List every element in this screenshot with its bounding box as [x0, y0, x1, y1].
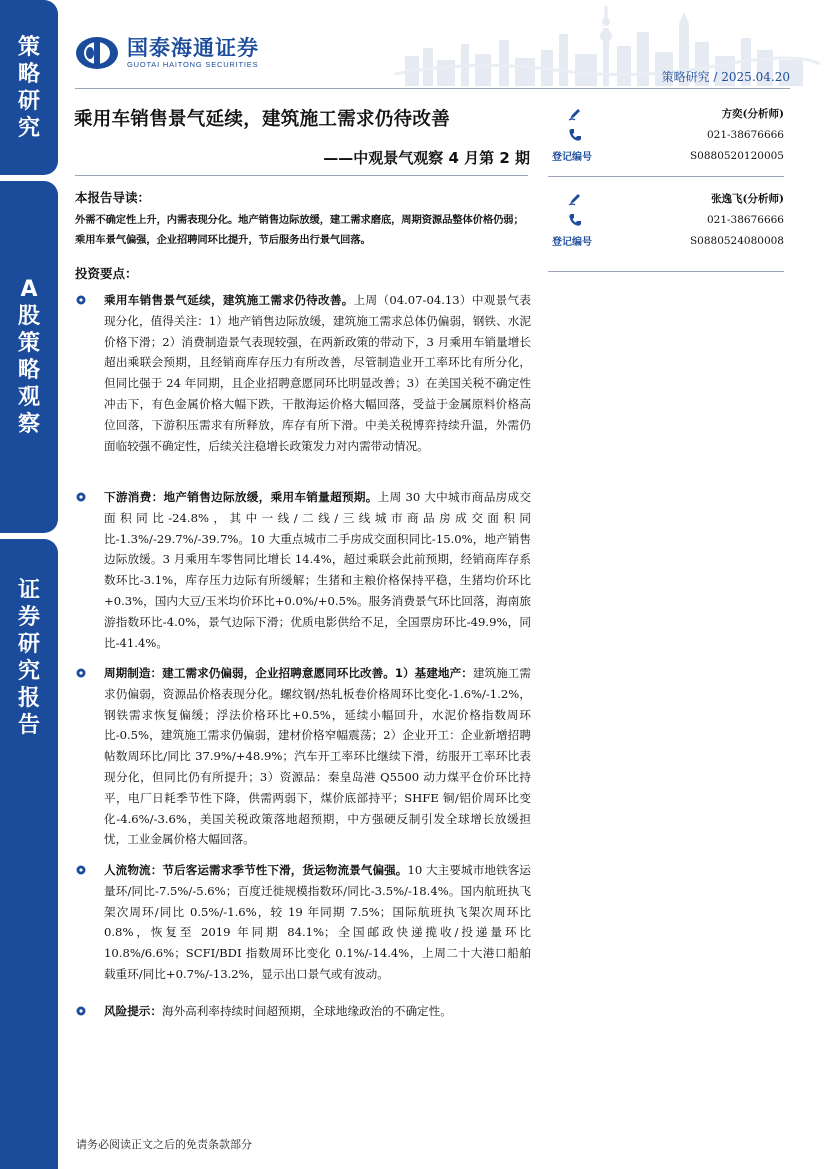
- title-divider: [75, 175, 528, 176]
- bullet-icon: [76, 1006, 86, 1016]
- side-block-category: 策 略 研 究: [0, 0, 58, 175]
- bullet-text: 建筑施工需求仍偏弱，资源品价格表现分化。螺纹钢/热轧板卷价格周环比变化-1.6%/-1.2%，钢铁需求恢复偏缓；浮法价格环比+0.5%，延续小幅回升，水泥价格指数周环比-0.5%，建筑施工需求仍偏弱，建材价格窄幅震荡；2）企业开工：企业新增招聘帖数周环比/同比 37.9%/+48.9%；汽车开工率环比继续下滑，纺服开工率环比表现分化，但同比仍有所提升；3）资源品：秦皇岛港 Q5500 动力煤平仓价环比持平，电厂日耗季节性下降，供需两弱下，煤价底部持平；SHFE 铜/铝价周环比变化-4.6%/-3.6%，美国关税政策落地超预期，中方强硬反制引发全球增长放缓担忧，工业金属价格大幅回落。: [104, 666, 531, 847]
- company-logo: [75, 36, 259, 70]
- registration-label: 登记编号: [552, 237, 592, 248]
- registration-number: S0880520120005: [689, 149, 784, 162]
- analyst-phone: 021-38676666: [706, 213, 784, 226]
- analyst-phone: 021-38676666: [706, 128, 784, 141]
- side-band: [0, 0, 58, 1169]
- investment-heading: 投资要点：: [75, 266, 138, 281]
- bullet-heading: 下游消费：地产销售边际放缓，乘用车销量超预期。: [104, 490, 378, 504]
- bullet-heading: 乘用车销售景气延续，建筑施工需求仍待改善。: [104, 293, 354, 307]
- side-block-report-type: 证 券 研 究 报 告: [0, 539, 58, 1169]
- bullet-icon: [76, 668, 86, 678]
- bullet-point-1: [76, 290, 531, 456]
- bullet-point-2: [76, 487, 531, 653]
- registration-number: S0880524080008: [689, 234, 784, 247]
- bullet-text: 海外高利率持续时间超预期，全球地缘政治的不确定性。: [161, 1004, 452, 1018]
- analyst-card-1: [548, 105, 784, 164]
- phone-icon: [568, 128, 582, 142]
- bullet-icon: [76, 492, 86, 502]
- analyst-name: 张逸飞(分析师): [711, 193, 784, 205]
- phone-icon: [568, 213, 582, 227]
- pen-icon: [568, 107, 582, 121]
- bullet-icon: [76, 295, 86, 305]
- bullet-heading: 风险提示：: [104, 1004, 162, 1018]
- bullet-text: 10 大主要城市地铁客运量环/同比-7.5%/-5.6%；百度迁徙规模指数环/同比-3.5%/-18.4%。国内航班执飞架次周环/同比 0.5%/-1.6%，较 19 年同期 7.5%；国际航班执飞架次周环比 0.8%，恢复至 2019 年同期 84.1%；全国邮政快递揽收/投递量环比 10.8%/6.6%；SCFI/BDI 指数周环比变化 0.1%/-14.4%，上周二十大港口船舶载重环/同比+0.7%/-13.2%，显示出口景气或有波动。: [104, 863, 531, 981]
- analyst-card-2: [548, 190, 784, 249]
- logo-mark-icon: [75, 36, 119, 70]
- guide-heading: 本报告导读：: [75, 190, 151, 205]
- logo-text-cn: 国泰海通证券: [127, 36, 259, 60]
- analyst-divider: [548, 176, 784, 177]
- pen-icon: [568, 192, 582, 206]
- bullet-heading: 周期制造：建工需求仍偏弱，企业招聘意愿同环比改善。1）基建地产：: [104, 666, 473, 680]
- report-title: 乘用车销售景气延续，建筑施工需求仍待改善: [74, 109, 451, 130]
- bullet-icon: [76, 865, 86, 875]
- bullet-point-4: [76, 860, 531, 985]
- analyst-name: 方奕(分析师): [721, 108, 784, 120]
- header-divider: [75, 88, 790, 89]
- report-subtitle: ——中观景气观察 4 月第 2 期: [323, 149, 530, 167]
- bullet-heading: 人流物流：节后客运需求季节性下滑，货运物流景气偏强。: [104, 863, 408, 877]
- analyst-divider: [548, 271, 784, 272]
- logo-text-en: GUOTAI HAITONG SECURITIES: [127, 60, 259, 69]
- guide-text: 外需不确定性上升，内需表现分化。地产销售边际放缓，建工需求磨底，周期资源品整体价格仍弱；乘用车景气偏强，企业招聘同环比提升，节后服务出行景气回落。: [75, 214, 524, 246]
- disclaimer-footer: 请务必阅读正文之后的免责条款部分: [76, 1138, 252, 1151]
- side-block-series: A 股 策 略 观 察: [0, 181, 58, 533]
- registration-label: 登记编号: [552, 152, 592, 163]
- bullet-text: 上周（04.07-04.13）中观景气表现分化，值得关注：1）地产销售边际放缓，建筑施工需求总体仍偏弱，钢铁、水泥价格下滑；2）消费制造景气表现较强，在两新政策的带动下，3 月乘用车销量增长超出乘联会预期，且经销商库存压力有所改善，尽管制造业开工率环比有所分化，但同比强于 24 年同期，且企业招聘意愿同环比明显改善；3）在美国关税不确定性冲击下，有色金属价格大幅下跌，干散海运价格大幅回落，受益于金属原料价格高位回落，下游积压需求有所释放，库存有所下滑。中美关税博弈持续升温，外需仍面临较强不确定性，后续关注稳增长政策发力对内需带动情况。: [104, 293, 531, 453]
- bullet-text: 上周 30 大中城市商品房成交面积同比-24.8%，其中一线/二线/三线城市商品房成交面积同比-1.3%/-29.7%/-39.7%。10 大重点城市二手房成交面积同比-15.0%，地产销售边际放缓。3 月乘用车零售同比增长 14.4%，超过乘联会此前预期，经销商库存系数环比-3.1%，库存压力边际有所缓解；生猪和主粮价格保持平稳，生猪均价环比+0.3%，国内大豆/玉米均价环比+0.0%/+0.5%。服务消费景气环比回落，海南旅游指数环比-4.0%，景气边际下滑；优质电影供给不足，全国票房环比-49.9%，同比-41.4%。: [104, 490, 531, 650]
- header-category-date: 策略研究 / 2025.04.20: [661, 70, 790, 84]
- bullet-point-5: [76, 1001, 531, 1022]
- bullet-point-3: [76, 663, 531, 850]
